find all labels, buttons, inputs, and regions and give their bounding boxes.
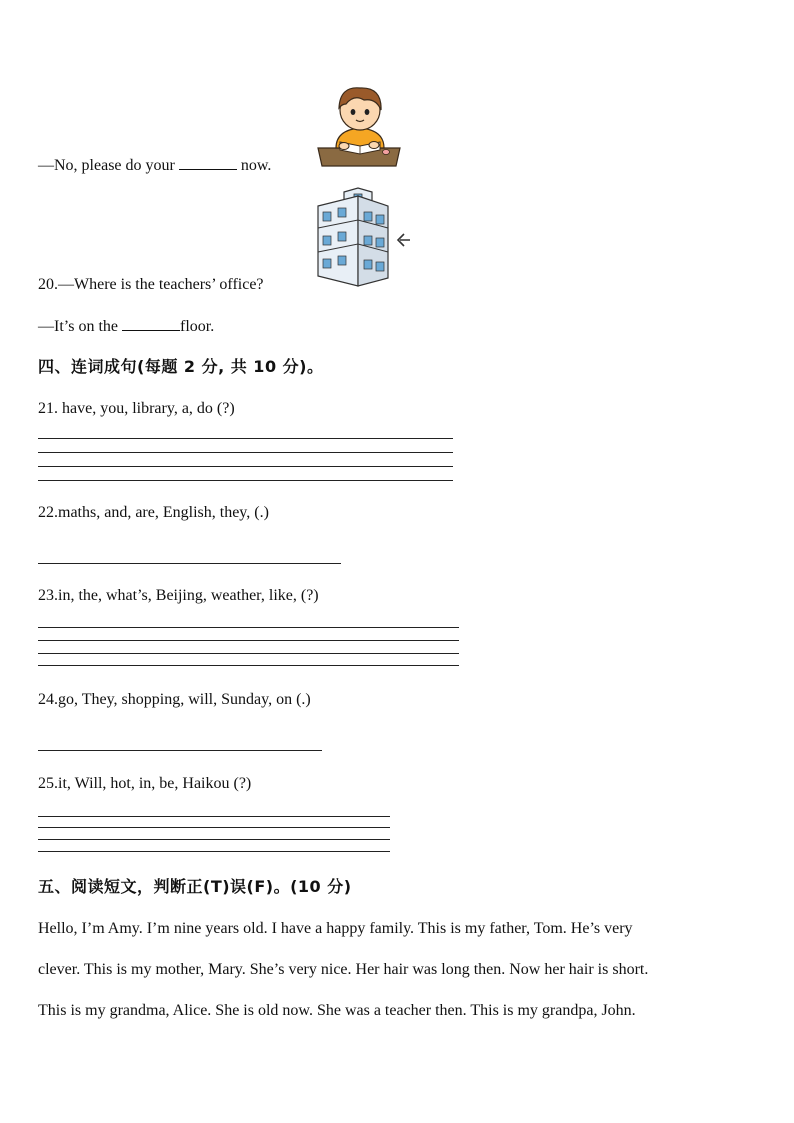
q21-answer-line[interactable]	[38, 452, 453, 453]
school-building-icon	[314, 186, 414, 292]
q20-question: 20.—Where is the teachers’ office?	[38, 276, 264, 293]
q22-answer-line[interactable]	[38, 563, 341, 564]
q19-answer-pre: —No, please do your	[38, 157, 175, 174]
q25-prompt: 25.it, Will, hot, in, be, Haikou (?)	[38, 775, 252, 792]
section5-title: 五、阅读短文，判断正(T)误(F)。(10 分)	[38, 877, 352, 896]
q25-answer-line[interactable]	[38, 816, 390, 817]
boy-writing-icon	[314, 82, 404, 170]
q20-answer	[38, 316, 214, 337]
q20-answer-pre: —It’s on the	[38, 318, 118, 335]
q21-prompt: 21. have, you, library, a, do (?)	[38, 400, 235, 417]
q23-answer-line[interactable]	[38, 627, 459, 628]
q19-answer	[38, 155, 271, 176]
q25-answer-line[interactable]	[38, 827, 390, 828]
section4-title: 四、连词成句(每题 2 分, 共 10 分)。	[38, 357, 324, 376]
q19-answer-post: now.	[240, 157, 272, 174]
passage-line-3: This is my grandma, Alice. She is old now. She was a teacher then. This is my grandpa, John.	[38, 1002, 636, 1019]
q21-answer-line[interactable]	[38, 438, 453, 439]
q21-answer-line[interactable]	[38, 480, 453, 481]
q20-blank[interactable]	[122, 316, 180, 331]
q19-blank[interactable]	[179, 155, 237, 170]
q21-answer-line[interactable]	[38, 466, 453, 467]
q22-prompt: 22.maths, and, are, English, they, (.)	[38, 504, 269, 521]
q25-answer-line[interactable]	[38, 839, 390, 840]
q23-answer-line[interactable]	[38, 665, 459, 666]
passage-line-2: clever. This is my mother, Mary. She’s very nice. Her hair was long then. Now her hair is short.	[38, 961, 649, 978]
q23-prompt: 23.in, the, what’s, Beijing, weather, like, (?)	[38, 587, 319, 604]
passage-line-1: Hello, I’m Amy. I’m nine years old. I have a happy family. This is my father, Tom. He’s very	[38, 920, 633, 937]
q25-answer-line[interactable]	[38, 851, 390, 852]
q23-answer-line[interactable]	[38, 653, 459, 654]
q20-answer-post: floor.	[180, 318, 215, 335]
q24-prompt: 24.go, They, shopping, will, Sunday, on (.)	[38, 691, 311, 708]
q24-answer-line[interactable]	[38, 750, 322, 751]
q23-answer-line[interactable]	[38, 640, 459, 641]
